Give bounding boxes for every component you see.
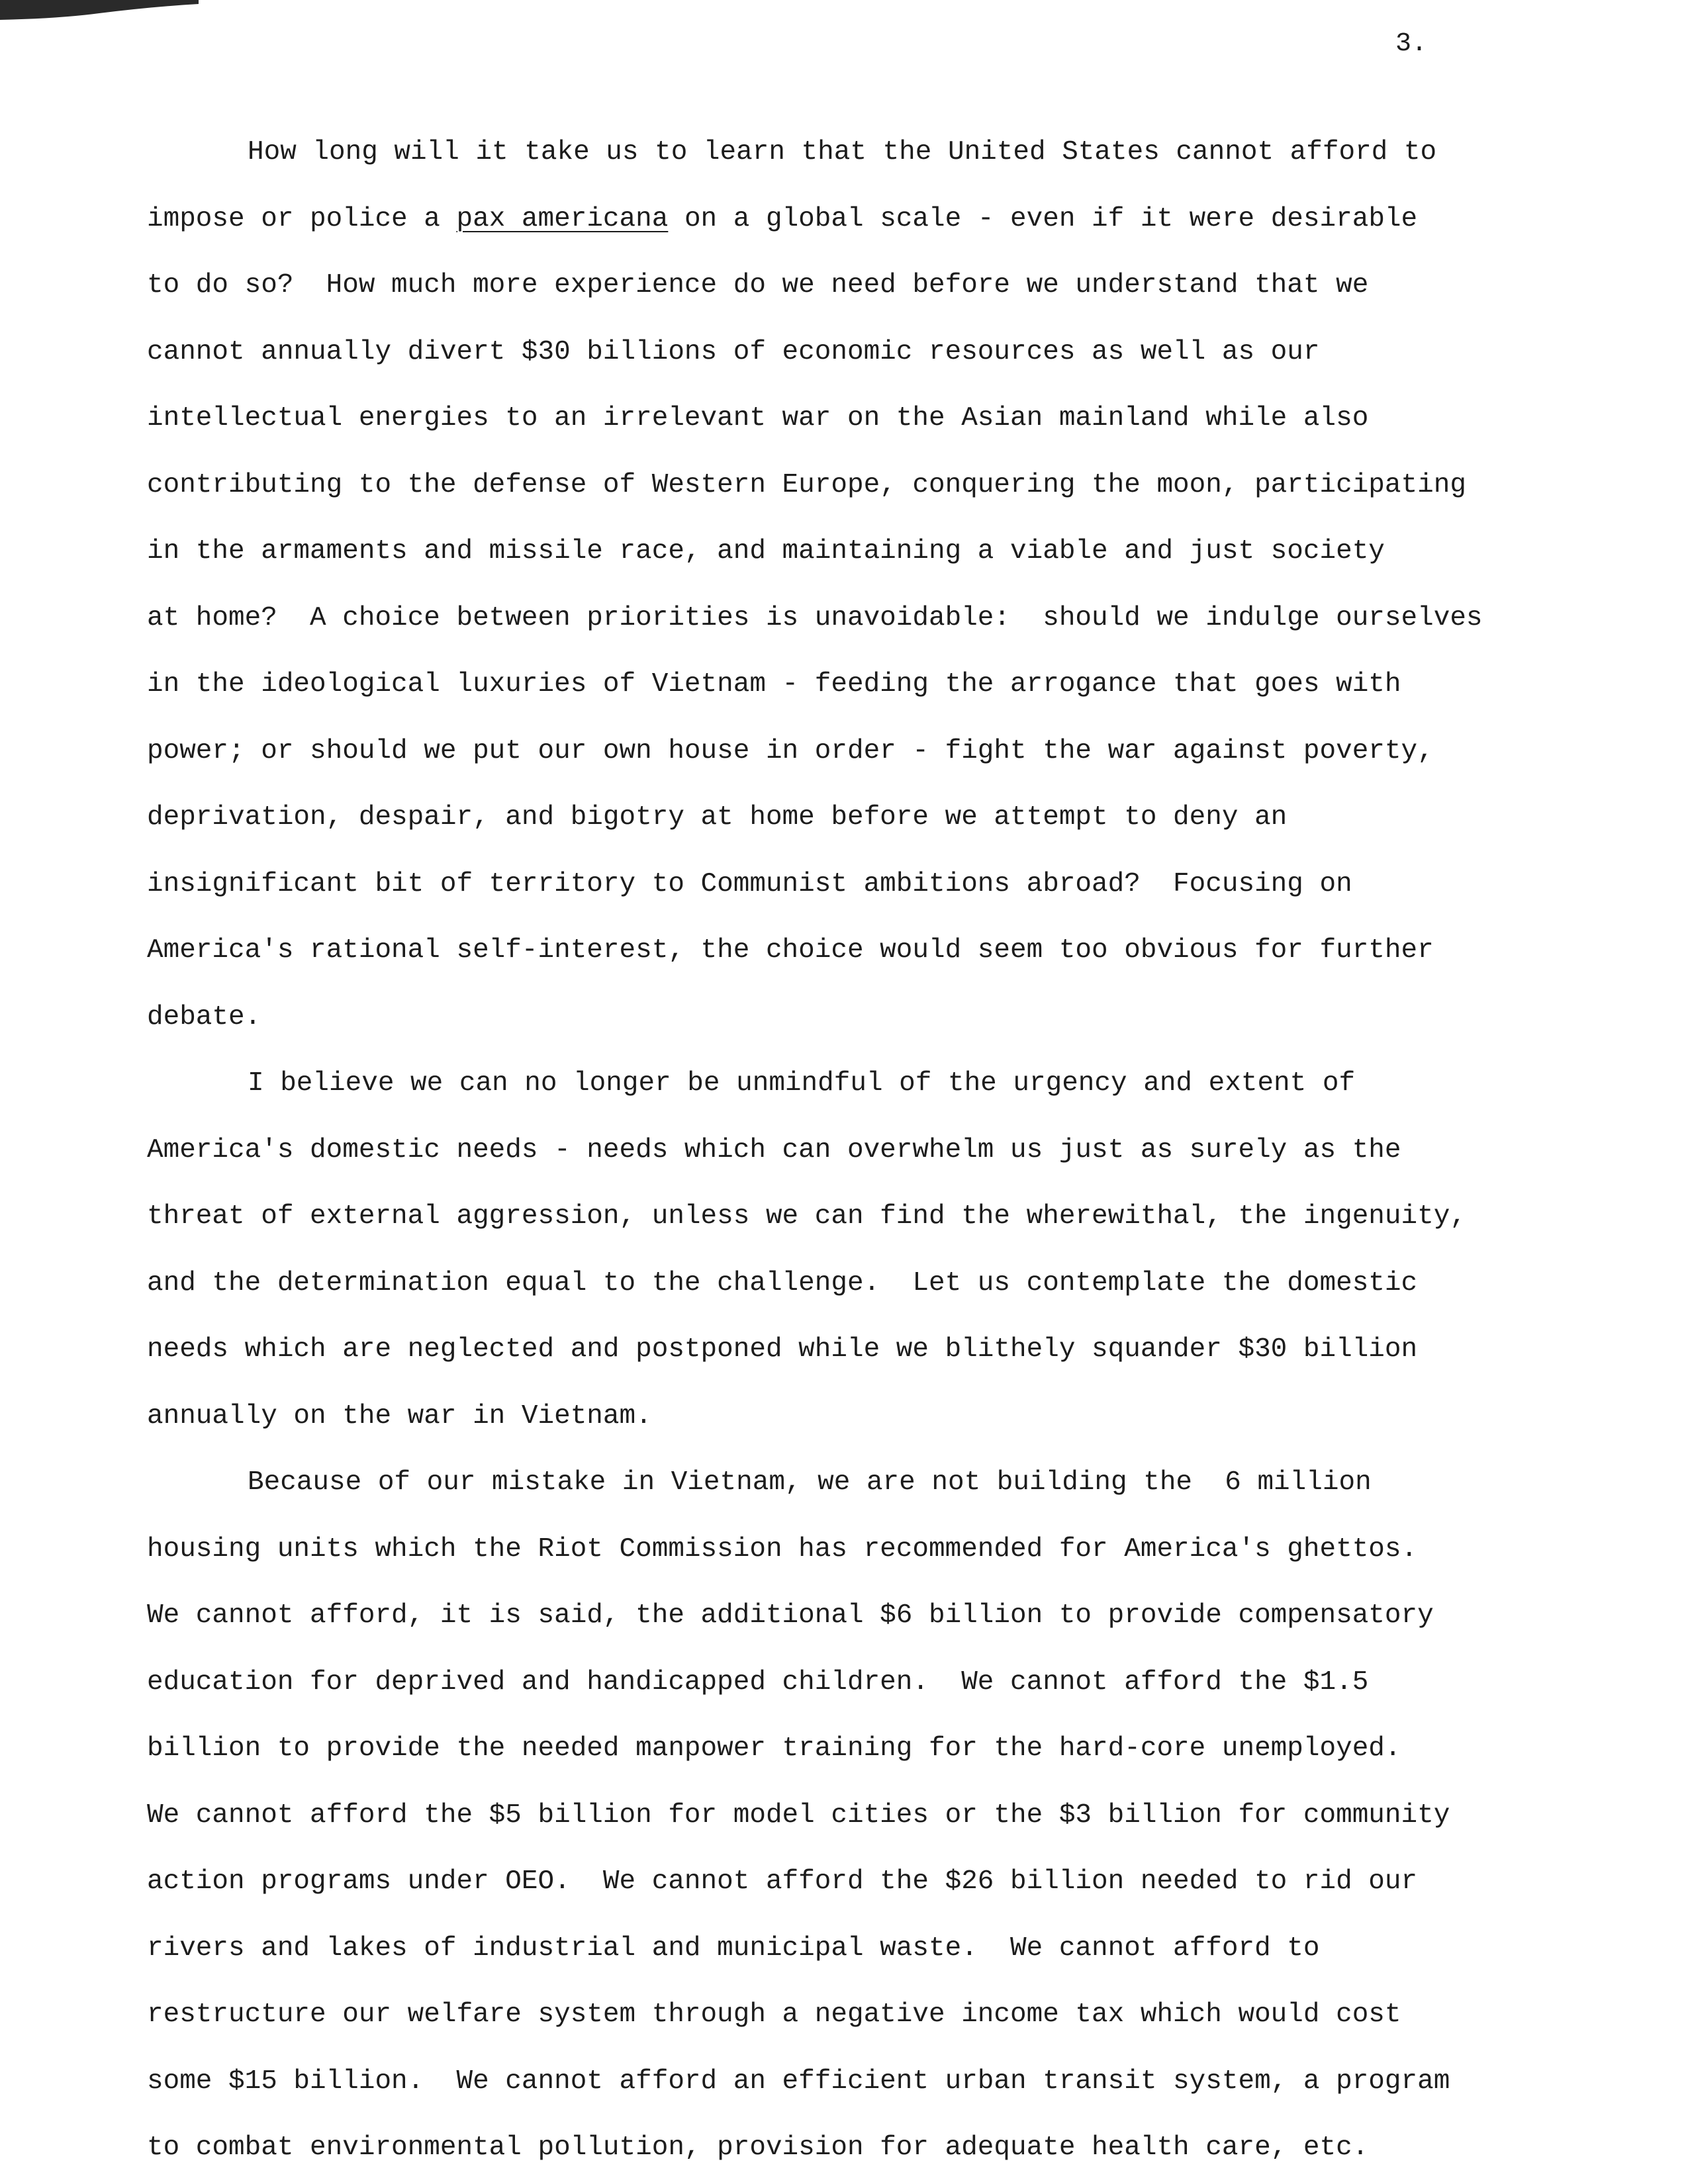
document-body <box>147 119 1564 2181</box>
text-line: We cannot afford the $5 billion for model cities or the $3 billion for community <box>147 1799 1450 1831</box>
text-line: insignificant bit of territory to Communist ambitions abroad? Focusing on <box>147 868 1352 899</box>
text-line: education for deprived and handicapped children. We cannot afford the $1.5 <box>147 1666 1369 1698</box>
text-line: threat of external aggression, unless we can find the wherewithal, the ingenuity, <box>147 1201 1466 1232</box>
text-line: to combat environmental pollution, provision for adequate health care, etc. <box>147 2132 1369 2163</box>
page-number: 3. <box>1395 29 1428 59</box>
text-line: action programs under OEO. We cannot afford the $26 billion needed to rid our <box>147 1866 1418 1897</box>
text-line: deprivation, despair, and bigotry at home before we attempt to deny an <box>147 802 1288 833</box>
text-line: housing units which the Riot Commission has recommended for America's ghettos. <box>147 1533 1418 1565</box>
text-line: some $15 billion. We cannot afford an efficient urban transit system, a program <box>147 2066 1450 2097</box>
text-line: to do so? How much more experience do we need before we understand that we <box>147 270 1369 300</box>
underlined-phrase: pax americana <box>456 203 669 234</box>
text-line: We cannot afford, it is said, the additional $6 billion to provide compensatory <box>147 1600 1434 1631</box>
text-line: How long will it take us to learn that the United States cannot afford to <box>248 137 1437 167</box>
text-line: America's domestic needs - needs which can overwhelm us just as surely as the <box>147 1134 1401 1165</box>
text-line: in the ideological luxuries of Vietnam - feeding the arrogance that goes with <box>147 669 1401 700</box>
text-line <box>147 186 1564 253</box>
text-line: power; or should we put our own house in order - fight the war against poverty, <box>147 735 1434 766</box>
text-line: in the armaments and missile race, and maintaining a viable and just society <box>147 536 1385 567</box>
text-segment: impose or police a <box>147 203 457 234</box>
paragraph <box>147 119 1564 1050</box>
scan-edge-mark <box>0 0 199 26</box>
text-segment: on a global scale - even if it were desirable <box>668 203 1418 234</box>
text-line: cannot annually divert $30 billions of economic resources as well as our <box>147 336 1320 367</box>
text-line: contributing to the defense of Western Europe, conquering the moon, participating <box>147 469 1466 500</box>
text-line: America's rational self-interest, the choice would seem too obvious for further <box>147 935 1434 966</box>
text-line: restructure our welfare system through a negative income tax which would cost <box>147 1999 1401 2030</box>
text-line: billion to provide the needed manpower training for the hard-core unemployed. <box>147 1733 1401 1764</box>
text-line: needs which are neglected and postponed while we blithely squander $30 billion <box>147 1334 1418 1365</box>
text-line: and the determination equal to the challenge. Let us contemplate the domestic <box>147 1267 1418 1298</box>
text-line: I believe we can no longer be unmindful of the urgency and extent of <box>248 1068 1356 1099</box>
text-line: Because of our mistake in Vietnam, we are not building the 6 million <box>248 1467 1372 1498</box>
paragraph <box>147 1449 1564 2181</box>
text-line: at home? A choice between priorities is unavoidable: should we indulge ourselves <box>147 602 1483 633</box>
text-line: rivers and lakes of industrial and municipal waste. We cannot afford to <box>147 1933 1320 1964</box>
text-line: annually on the war in Vietnam. <box>147 1400 652 1432</box>
text-line: debate. <box>147 1001 261 1032</box>
paragraph <box>147 1050 1564 1449</box>
text-line: intellectual energies to an irrelevant war on the Asian mainland while also <box>147 403 1369 433</box>
